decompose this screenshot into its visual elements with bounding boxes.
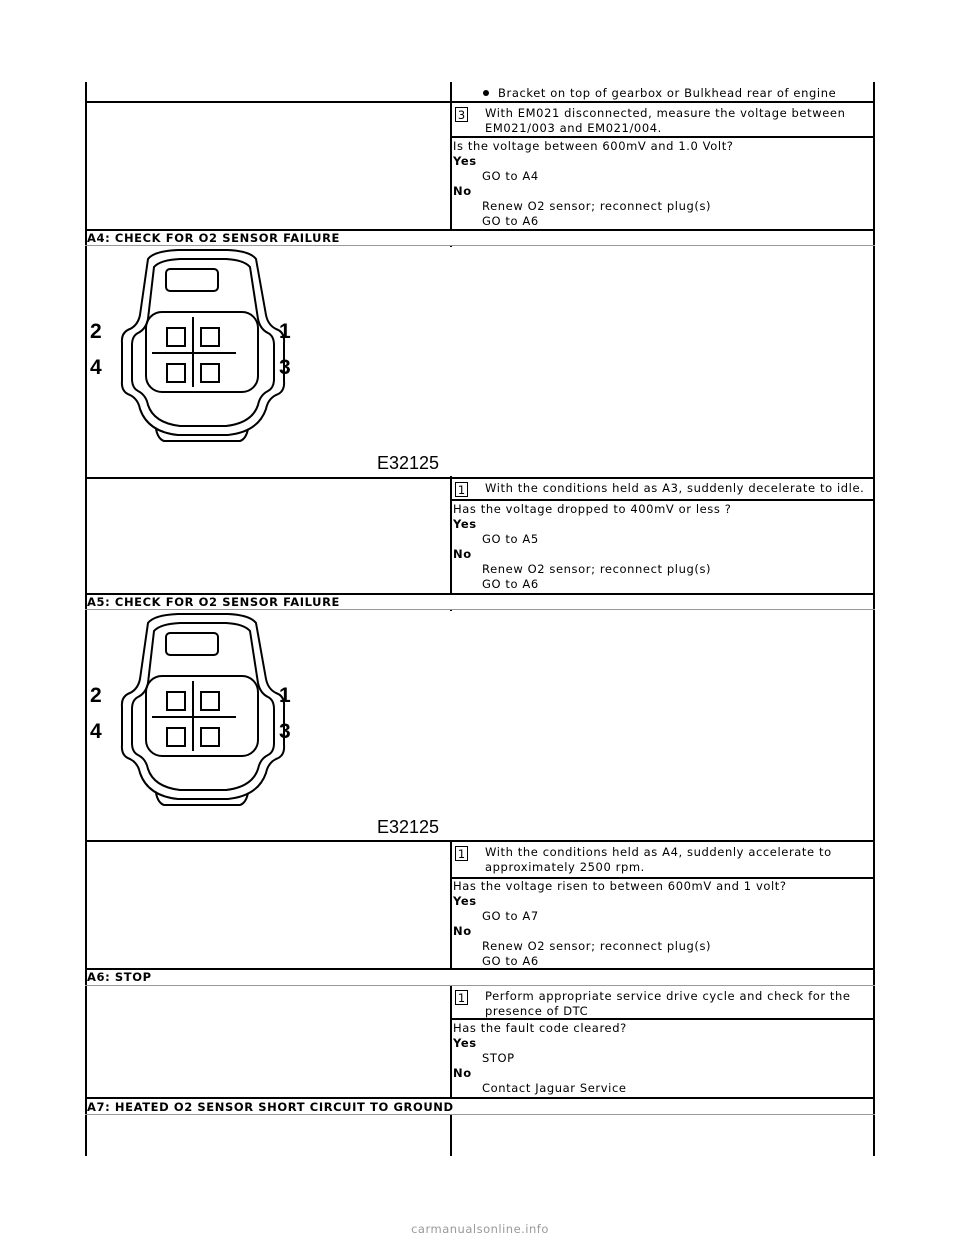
pin-label: 1 (279, 684, 291, 707)
row-rule (85, 985, 875, 986)
row-rule (85, 477, 875, 479)
step-number: 3 (455, 107, 468, 122)
connector-diagram (88, 611, 452, 840)
answer-yes-label: Yes (453, 517, 477, 531)
bullet-icon (483, 90, 489, 96)
column-divider (450, 1115, 452, 1156)
row-rule (85, 1097, 875, 1099)
answer-yes-label: Yes (453, 154, 477, 168)
no-action: GO to A6 (482, 954, 539, 968)
pin-label: 4 (90, 720, 102, 743)
row-rule (450, 136, 875, 138)
answer-yes-label: Yes (453, 894, 477, 908)
answer-no-label: No (453, 1066, 472, 1080)
step-number: 1 (455, 990, 468, 1005)
pin-label: 3 (279, 356, 291, 379)
row-rule (450, 499, 875, 501)
section-header-a5: A5: CHECK FOR O2 SENSOR FAILURE (87, 595, 341, 609)
bullet-item (483, 86, 863, 101)
column-divider (450, 985, 452, 1098)
row-rule (85, 101, 875, 103)
pin-label: 1 (279, 320, 291, 343)
answer-no-label: No (453, 184, 472, 198)
figure-id: E32125 (377, 817, 440, 837)
pin-label: 2 (90, 320, 102, 343)
figure-id: E32125 (377, 453, 440, 473)
question-block (453, 879, 868, 969)
yes-action: GO to A4 (482, 169, 539, 183)
question-text: Has the voltage dropped to 400mV or less ? (453, 502, 732, 516)
no-action: Renew O2 sensor; reconnect plug(s) (482, 939, 712, 953)
question-block (453, 1021, 868, 1096)
no-action: GO to A6 (482, 577, 539, 591)
question-text: Has the voltage risen to between 600mV and 1 volt? (453, 879, 787, 893)
section-header-a4: A4: CHECK FOR O2 SENSOR FAILURE (87, 231, 341, 245)
question-text: Is the voltage between 600mV and 1.0 Volt? (453, 139, 734, 153)
question-block (453, 502, 868, 592)
answer-yes-label: Yes (453, 1036, 477, 1050)
no-action: Contact Jaguar Service (482, 1081, 627, 1095)
connector-drawing (88, 247, 452, 476)
table-right-border (873, 82, 875, 1156)
yes-action: GO to A7 (482, 909, 539, 923)
row-rule (85, 840, 875, 842)
pin-label: 2 (90, 684, 102, 707)
answer-no-label: No (453, 547, 472, 561)
question-block (453, 139, 868, 229)
column-divider (450, 82, 452, 230)
yes-action: STOP (482, 1051, 515, 1065)
no-action: GO to A6 (482, 214, 539, 228)
question-text: Has the fault code cleared? (453, 1021, 627, 1035)
section-header-a7: A7: HEATED O2 SENSOR SHORT CIRCUIT TO GROUND (87, 1100, 454, 1114)
step-text: Perform appropriate service drive cycle and check for the presence of DTC (485, 989, 851, 1018)
step-text: With EM021 disconnected, measure the voltage between EM021/003 and EM021/004. (485, 106, 846, 135)
connector-diagram (88, 247, 452, 476)
step-number: 1 (455, 846, 468, 861)
answer-no-label: No (453, 924, 472, 938)
section-header-a6: A6: STOP (87, 970, 152, 984)
bullet-text: Bracket on top of gearbox or Bulkhead rear of engine (498, 86, 837, 100)
no-action: Renew O2 sensor; reconnect plug(s) (482, 562, 712, 576)
step-number: 1 (455, 482, 468, 497)
footer-watermark: carmanualsonline.info (411, 1222, 549, 1236)
step-text: With the conditions held as A4, suddenly accelerate to approximately 2500 rpm. (485, 845, 832, 874)
pin-label: 4 (90, 356, 102, 379)
step-text: With the conditions held as A3, suddenly decelerate to idle. (485, 481, 865, 495)
yes-action: GO to A5 (482, 532, 539, 546)
no-action: Renew O2 sensor; reconnect plug(s) (482, 199, 712, 213)
connector-drawing (88, 611, 452, 840)
pin-label: 3 (279, 720, 291, 743)
